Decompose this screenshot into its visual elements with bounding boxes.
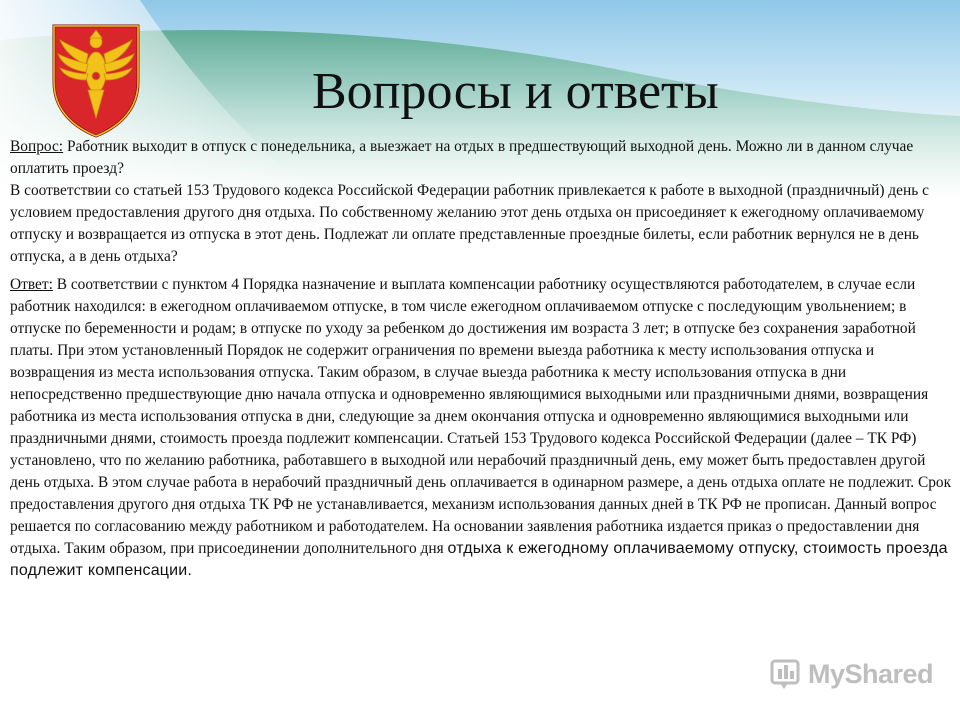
question-text: Работник выходит в отпуск с понедельника, а выезжает на отдых в предшествующий выходной день. Можно ли в данном случае оплатить проезд? (10, 138, 914, 177)
question-block (10, 136, 954, 180)
answer-block (10, 274, 954, 582)
answer-label: Ответ: (10, 276, 53, 293)
myshared-text: MyShared (808, 658, 934, 689)
myshared-logo-icon (770, 657, 804, 691)
myshared-watermark (770, 656, 933, 692)
question-details: В соответствии со статьей 153 Трудового кодекса Российской Федерации работник привлекается к работе в выходной (праздничный) день с условием предоставления другого дня отдыха. По собственному желанию этот день отдыха он присоединяет к ежегодному оплачиваемому отпуску и возвращается из отпуска в этот день. Подлежат ли оплате представленные проездные билеты, если работник вернулся не в день отпуска, а в день отдыха? (10, 182, 929, 265)
qa-content (10, 136, 954, 582)
answer-text: В соответствии с пунктом 4 Порядка назначение и выплата компенсации работнику осуществляются работодателем, в случае если работник находился: в ежегодном оплачиваемом отпуске, в том числе ежегодном оплачиваемом отпуске с последующим увольнением; в отпуске по беременности и родам; в отпуске по уходу за ребенком до достижения им возраста 3 лет; в отпуске без сохранения заработной платы. При этом установленный Порядок не содержит ограничения по времени выезда работника к месту использования отпуска и возвращения из места использования отпуска. Таким образом, в случае выезда работника к месту использования отпуска в дни непосредственно предшествующие дню начала отпуска и одновременно являющимися выходными или праздничными днями, возвращения работника из места использования отпуска в дни, следующие за днем окончания отпуска и одновременно являющимися выходными или праздничными днями, стоимость проезда подлежит компенсации. Статьей 153 Трудового кодекса Российской Федерации (далее – ТК РФ) установлено, что по желанию работника, работавшего в выходной или нерабочий праздничный день, ему может быть предоставлен другой день отдыха. В этом случае работа в нерабочий праздничный день оплачивается в одинарном размере, а день отдыха оплате не подлежит. Срок предоставления другого дня отдыха ТК РФ не устанавливается, механизм использования данных дней в ТК РФ не прописан. Данный вопрос решается по согласованию между работником и работодателем. На основании заявления работника издается приказ о предоставлении дня отдыха. Таким образом, при присоединении дополнительного дня (10, 276, 952, 557)
slide-title: Вопросы и ответы (312, 63, 719, 120)
question-label: Вопрос: (10, 138, 64, 155)
answer-tail: отдыха к ежегодному оплачиваемому отпуску, стоимость проезда подлежит компенсации. (10, 540, 948, 579)
komi-coat-of-arms-icon (46, 20, 146, 140)
